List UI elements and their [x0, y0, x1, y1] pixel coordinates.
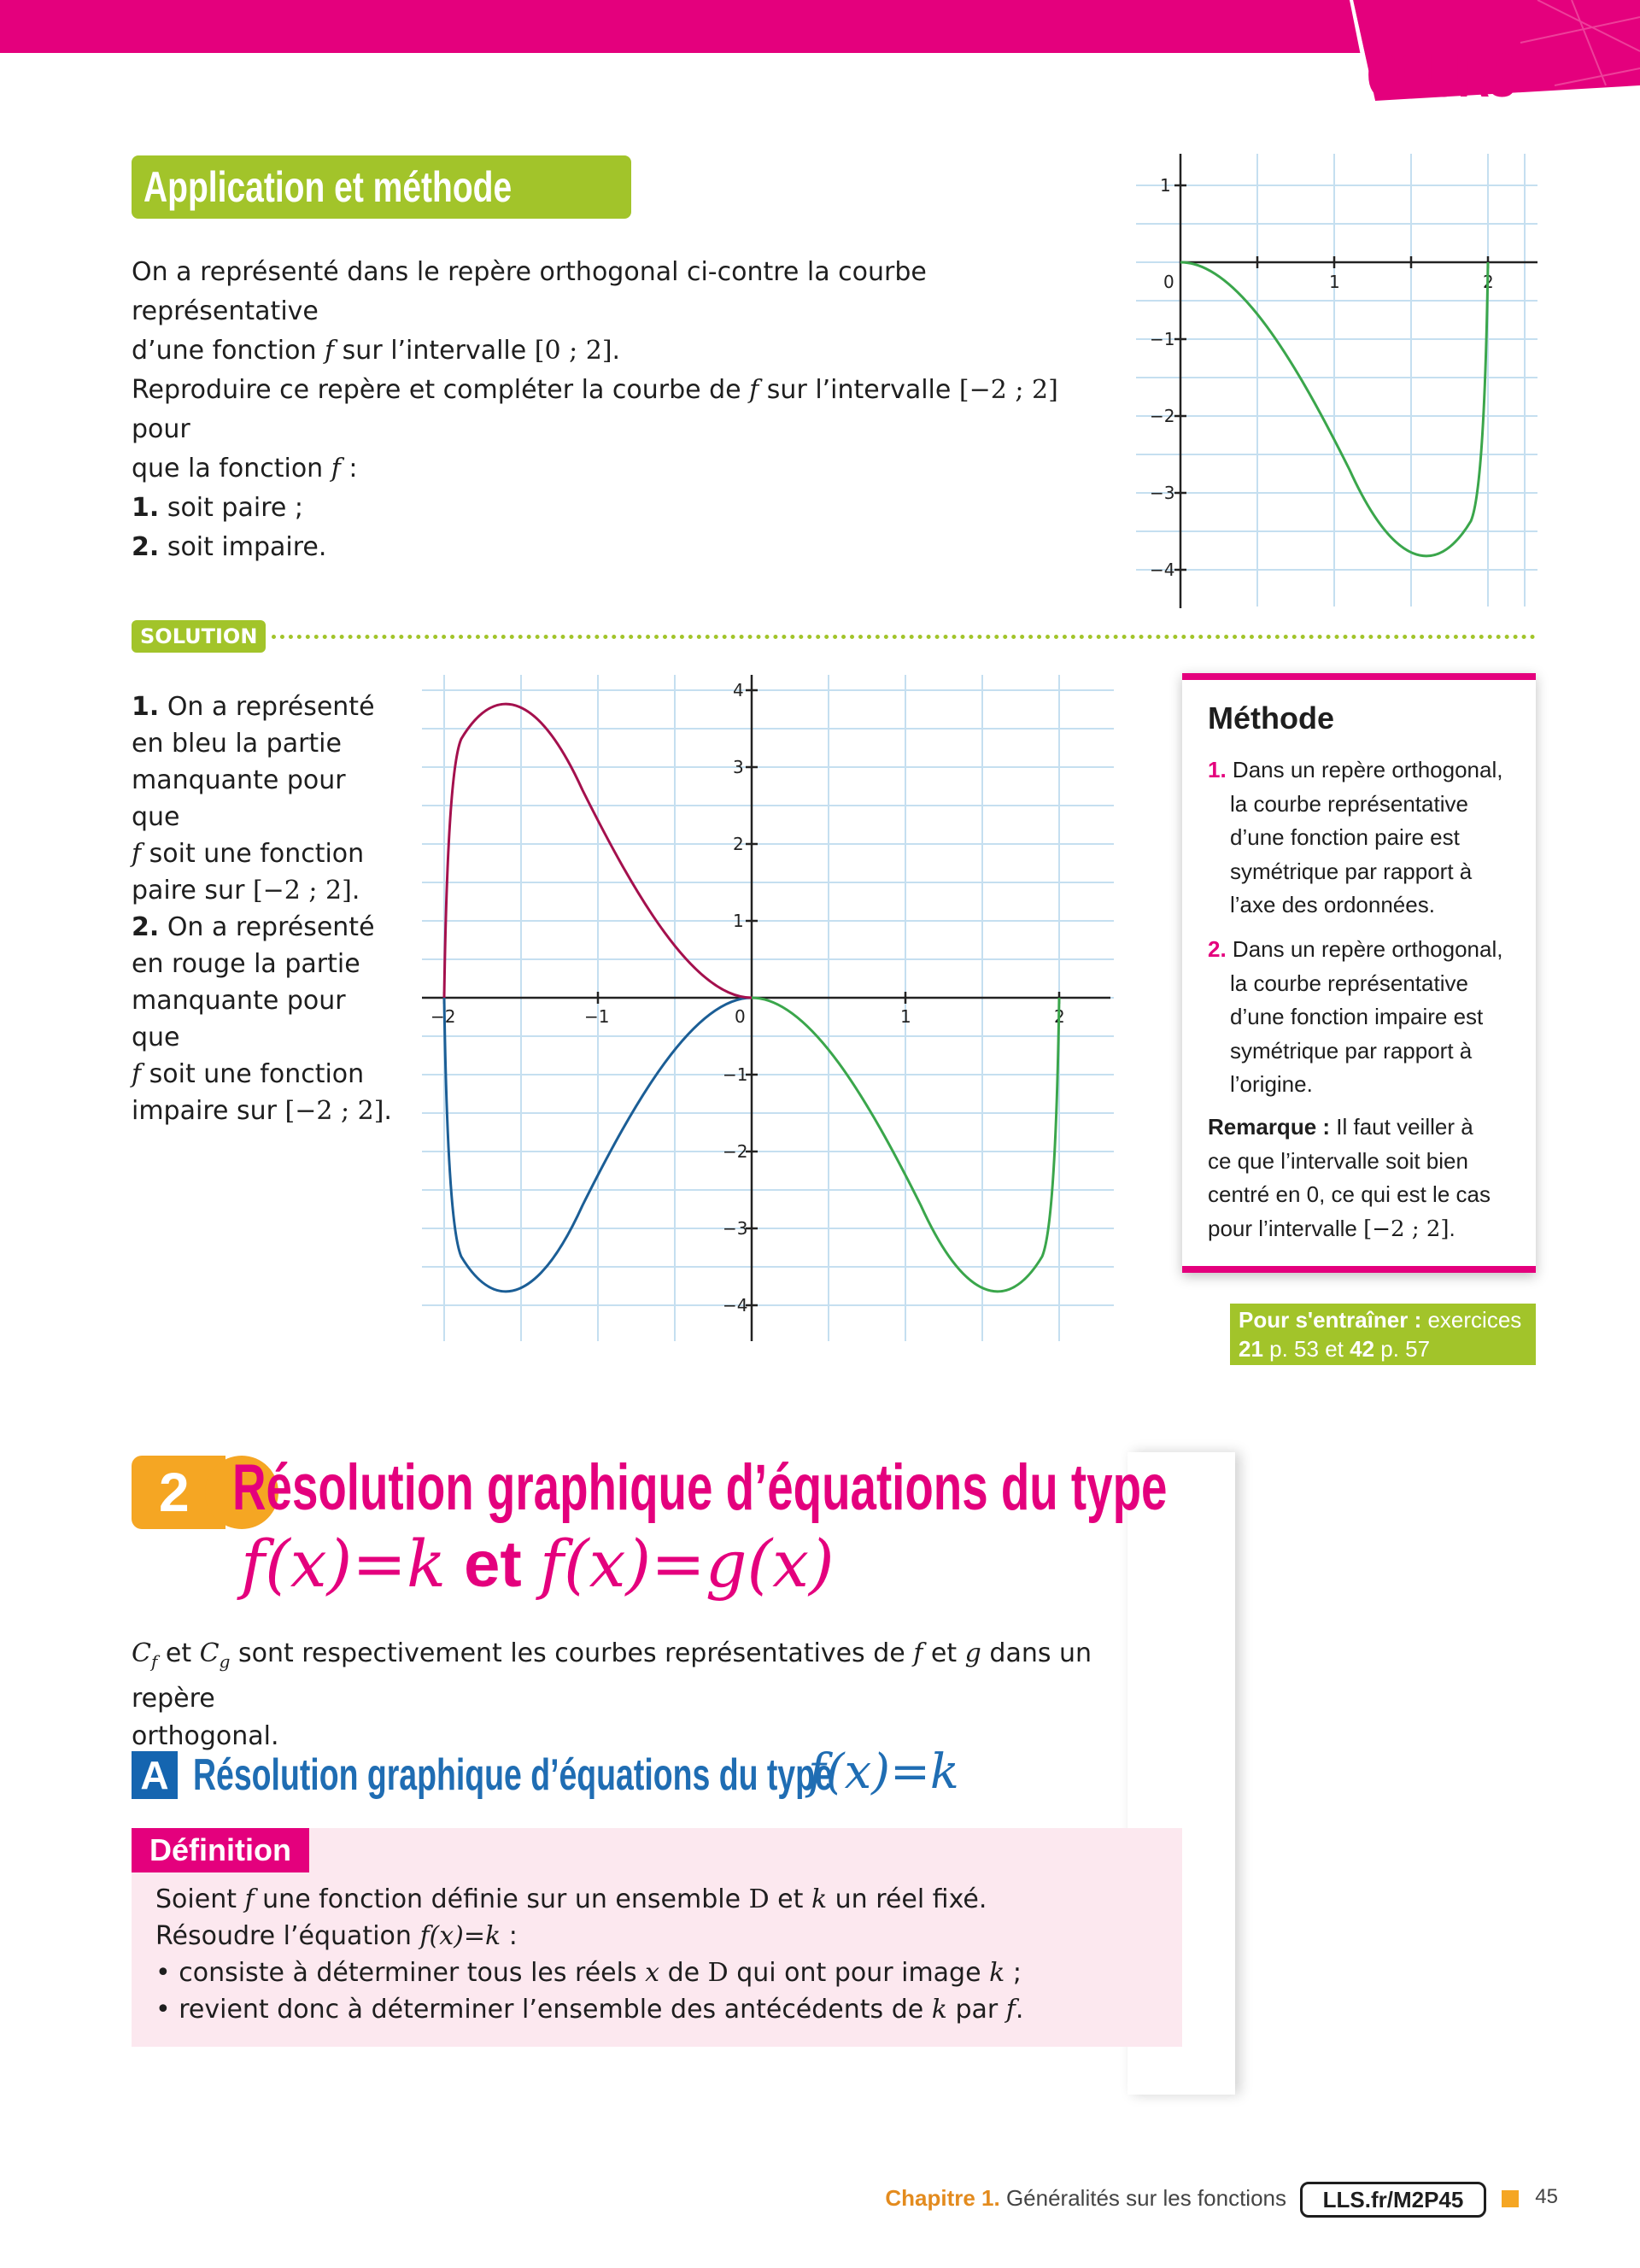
cours-label: COURS: [1367, 42, 1514, 110]
subsection-title: Résolution graphique d’équations du type: [193, 1750, 833, 1800]
footer-chapter: Chapitre 1. Généralités sur les fonctions: [885, 2185, 1286, 2211]
definition-text: Soient f une fonction définie sur un ensemble D et k un réel fixé. Résoudre l’équation f(x)=k : • consiste à déterminer tous les réels x de D qui ont pour image k ; • revient donc à déterminer l’ensemble des antécédents de k par f.: [155, 1884, 1024, 2025]
tick-y-3: 3: [733, 757, 744, 777]
graph-application: [1136, 154, 1538, 615]
solution-text: 1. On a représenté en bleu la partie manquante pour que f soit une fonction paire sur [−2 ; 2]. 2. On a représenté en rouge la partie manquante pour que f soit une fonction impaire sur [−2 ; 2].: [132, 692, 392, 1126]
graph-solution: [422, 675, 1114, 1341]
solution-divider: [272, 635, 1536, 639]
footer-link[interactable]: LLS.fr/M2P45: [1300, 2182, 1486, 2218]
tick-y-1: 1: [733, 911, 744, 931]
methode-item-1: 1. Dans un repère orthogonal, la courbe représentative d’une fonction paire est symétrique par rapport à l’axe des ordonnées.: [1208, 757, 1503, 917]
tick-y-m4: −4: [723, 1295, 748, 1316]
methode-item-2: 2. Dans un repère orthogonal, la courbe représentative d’une fonction impaire est symétrique par rapport à l’origine.: [1208, 936, 1503, 1097]
tick-y-4: 4: [733, 680, 744, 700]
tick-y-m2: −2: [723, 1141, 748, 1162]
page-number: 45: [1535, 2185, 1558, 2208]
tick-x-2: 2: [1054, 1006, 1065, 1027]
application-badge: Application et méthode: [132, 155, 631, 219]
header-band: [0, 0, 1367, 53]
tick-y-m3: −3: [723, 1218, 748, 1239]
tick-y-1: 1: [1160, 175, 1171, 196]
tick-x-0: 0: [735, 1006, 746, 1027]
exercises-link-box[interactable]: Pour s'entraîner : exercices 21 p. 53 et 42 p. 57: [1230, 1304, 1536, 1365]
methode-box: [1182, 673, 1536, 1273]
application-intro: On a représenté dans le repère orthogonal ci-contre la courbe représentative d’une fonction f sur l’intervalle [0 ; 2]. Reproduire ce repère et compléter la courbe de f sur l’intervalle [−2 ; 2] pour que la fonction f : 1. soit paire ; 2. soit impaire.: [132, 257, 1058, 562]
subsection-title-math: f(x)=k: [808, 1744, 959, 1800]
tick-y-m2: −2: [1150, 406, 1175, 426]
tick-y-m1: −1: [723, 1064, 748, 1085]
tick-y-m3: −3: [1150, 483, 1175, 503]
tick-x-0: 0: [1163, 272, 1174, 292]
section-number: 2: [159, 1462, 190, 1523]
tick-x-1: 1: [1329, 272, 1340, 292]
tick-y-2: 2: [733, 834, 744, 854]
tick-x-1: 1: [900, 1006, 911, 1027]
tick-x-2: 2: [1483, 272, 1494, 292]
section-intro: $C_f$ et $C_g$ sont respectivement les courbes représentatives de f et g dans un repère orthogonal.: [132, 1638, 1092, 1751]
solution-badge: SOLUTION: [132, 620, 266, 653]
tick-y-m1: −1: [1150, 329, 1175, 349]
footer-marker: [1502, 2190, 1519, 2207]
methode-remark: Remarque : Il faut veiller à ce que l’intervalle soit bien centré en 0, ce qui est le cas pour l’intervalle [−2 ; 2].: [1208, 1114, 1491, 1242]
section-title: Résolution graphique d’équations du type: [232, 1451, 1168, 1524]
definition-badge: Définition: [132, 1828, 309, 1872]
subsection-badge: A: [132, 1751, 178, 1799]
tick-y-m4: −4: [1150, 560, 1175, 580]
tick-x-m2: −2: [430, 1006, 456, 1027]
tick-x-m1: −1: [584, 1006, 610, 1027]
footer: [854, 2178, 1572, 2219]
methode-title: Méthode: [1208, 700, 1334, 735]
section-title-math: f(x)=k et f(x)=g(x): [241, 1526, 835, 1602]
